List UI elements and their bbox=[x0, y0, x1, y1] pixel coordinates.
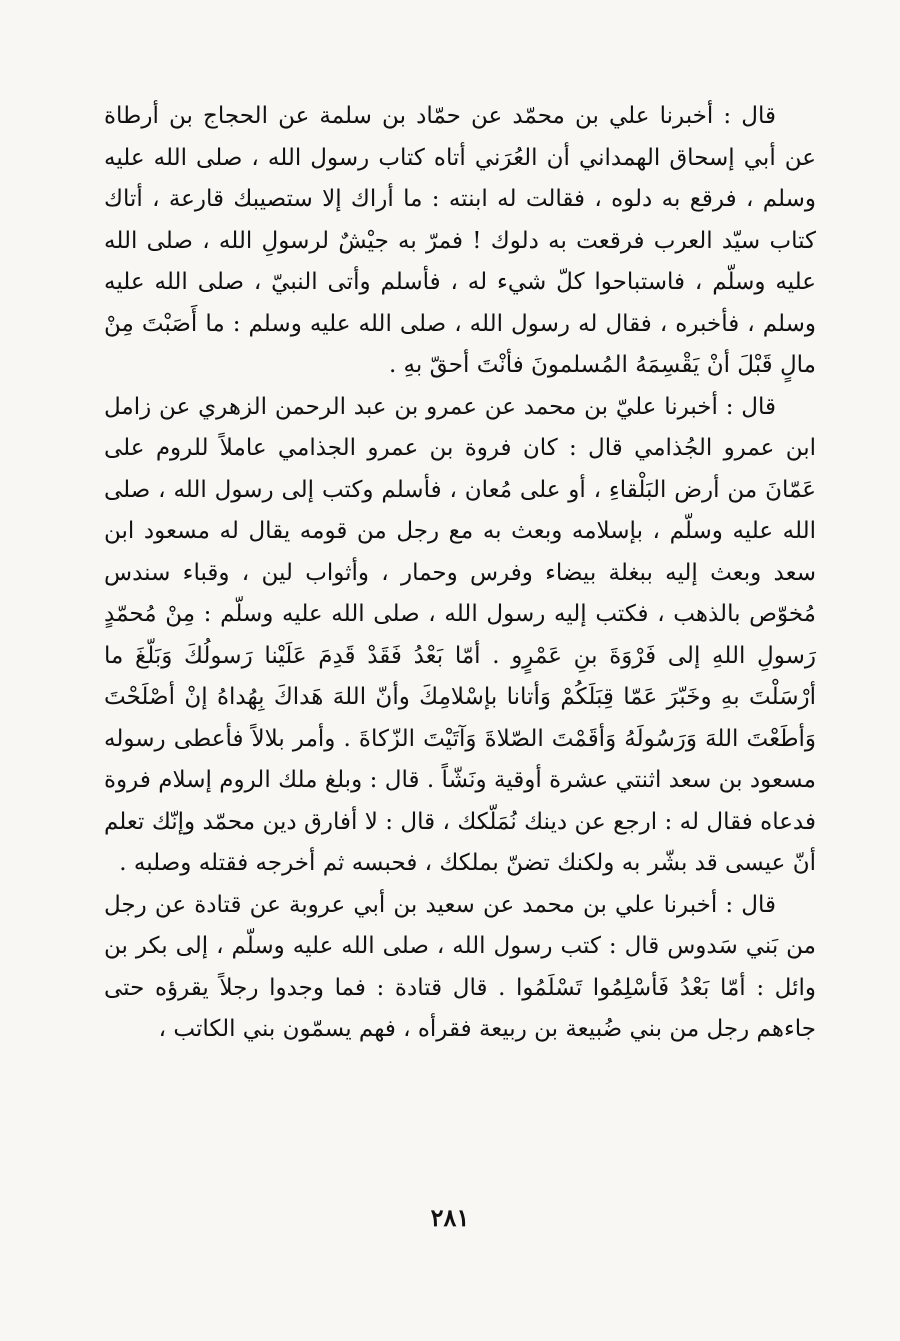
paragraph-2: قال : أخبرنا عليّ بن محمد عن عمرو بن عبد الرحمن الزهري عن زامل ابن عمرو الجُذامي قال : كان فروة بن عمرو الجذامي عاملاً للروم على عَمّانَ من أرض البَلْقاءِ ، أو على مُعان ، فأسلم وكتب إلى رسول الله ، صلى الله عليه وسلّم ، بإسلامه وبعث به مع رجل من قومه يقال له مسعود ابن سعد وبعث إليه ببغلة بيضاء وفرس وحمار ، وأثواب لين ، وقباء سندس مُخوّص بالذهب ، فكتب إليه رسول الله ، صلى الله عليه وسلّم : مِنْ مُحمّدٍ رَسولِ اللهِ إلى فَرْوَةَ بنِ عَمْرٍو . أمّا بَعْدُ فَقَدْ قَدِمَ عَلَيْنا رَسولُكَ وَبَلّغَ ما أرْسَلْتَ بهِ وخَبّرَ عَمّا قِبَلَكُمْ وَأتانا بإسْلامِكَ وأنّ اللهَ هَداكَ بِهُداهُ إنْ أصْلَحْتَ وَأطَعْتَ اللهَ وَرَسُولَهُ وَأقَمْتَ الصّلاةَ وَآتَيْتَ الزّكاةَ . وأمر بلالاً فأعطى رسوله مسعود بن سعد اثنتي عشرة أوقية ونَشّاً . قال : وبلغ ملك الروم إسلام فروة فدعاه فقال له : ارجع عن دينك نُمَلّكك ، قال : لا أفارق دين محمّد وإنّك تعلم أنّ عيسى قد بشّر به ولكنك تضنّ بملكك ، فحبسه ثم أخرجه فقتله وصلبه . bbox=[104, 393, 816, 876]
paragraph-1: قال : أخبرنا علي بن محمّد عن حمّاد بن سلمة عن الحجاج بن أرطاة عن أبي إسحاق الهمداني أن العُرَني أتاه كتاب رسول الله ، صلى الله عليه وسلم ، فرقع به دلوه ، فقالت له ابنته : ما أراك إلا ستصيبك قارعة ، أتاك كتاب سيّد العرب فرقعت به دلوك ! فمرّ به جيْشٌ لرسولِ الله ، صلى الله عليه وسلّم ، فاستباحوا كلّ شيء له ، فأسلم وأتى النبيّ ، صلى الله عليه وسلم ، فأخبره ، فقال له رسول الله ، صلى الله عليه وسلم : ما أَصَبْتَ مِنْ مالٍ قَبْلَ أنْ يَقْسِمَهُ المُسلمونَ فأنْتَ أحقّ بهِ . bbox=[104, 103, 816, 378]
page-number: ٢٨١ bbox=[430, 1203, 470, 1232]
body-text bbox=[104, 96, 816, 1051]
paragraph-3: قال : أخبرنا علي بن محمد عن سعيد بن أبي عروبة عن قتادة عن رجل من بَني سَدوس قال : كتب رسول الله ، صلى الله عليه وسلّم ، إلى بكر بن وائل : أمّا بَعْدُ فَأسْلِمُوا تَسْلَمُوا . قال قتادة : فما وجدوا رجلاً يقرؤه حتى جاءهم رجل من بني ضُبيعة بن ربيعة فقرأه ، فهم يسمّون بني الكاتب ، bbox=[104, 891, 816, 1042]
